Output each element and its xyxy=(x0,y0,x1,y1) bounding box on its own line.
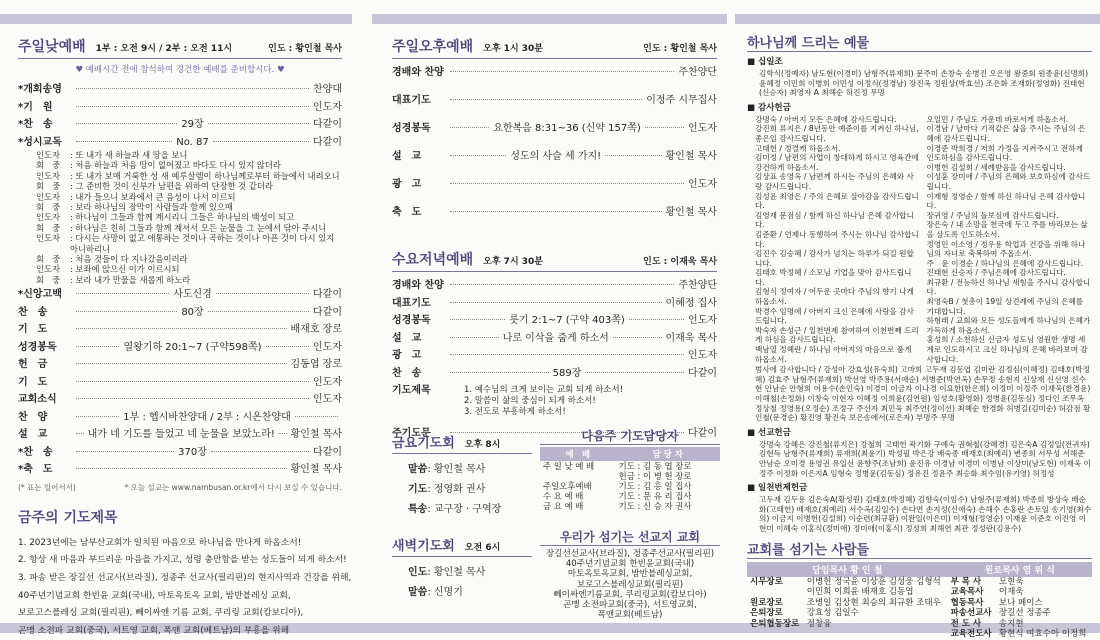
duty-block xyxy=(540,427,720,511)
thanks-entry: 박숙자 손성근 / 일천번제 참여하여 이천번째 드리게 하심을 감사드립니다. xyxy=(755,325,919,345)
morning-item-content: No. 87 xyxy=(176,136,209,148)
afternoon-item-row xyxy=(392,147,717,175)
devotion-offering-label: ■ 일천번제헌금 xyxy=(747,483,808,494)
thanks-entry: 박경수 임명애 / 아버지 크신 은혜에 사랑을 감사드립니다. xyxy=(755,306,914,326)
thanks-entry: 정영민 이소영 / 정우용 학업과 건강을 위해 하나님의 자녀로 축복하여 주옵소서. xyxy=(926,239,1086,259)
responsive-text: : 보라 하나님의 장막이 사람들과 함께 있으매 xyxy=(70,202,233,213)
morning-item-content: 열왕기하 20:1~7 (구약598쪽) xyxy=(123,341,262,353)
member-names: 모현욱 xyxy=(998,576,1024,587)
mission-church: 40주년기념교회 한빈윤교회(국내) xyxy=(565,559,695,570)
wednesday-item-by: 주찬양단 xyxy=(678,280,717,291)
thanks-entry: 백남열 정혜란 / 하나님 아버지의 마음으로 품게 하옵소서. xyxy=(755,345,912,364)
missions-block xyxy=(540,528,720,620)
afternoon-item-label: 축 도 xyxy=(392,207,422,218)
member-role: 부 목 사 xyxy=(950,576,982,587)
morning-item-by: 인도자 xyxy=(313,341,342,353)
morning-item-by: 다같이 xyxy=(313,306,342,318)
morning-service-header xyxy=(18,36,342,59)
responsive-speaker: 인도자 xyxy=(36,264,61,275)
morning-item-by: 인도자 xyxy=(313,394,342,406)
morning-item-label: 찬 송 xyxy=(18,306,48,318)
friday-prayer-header xyxy=(392,432,532,454)
sermon-replay-note: * 오늘 설교는 www.nambusan.or.kr에서 다시 보실 수 있습니다. xyxy=(124,482,342,492)
mission-church: 보로고스블레싱교회(필리핀) xyxy=(576,579,684,590)
thanks-entry: 장은숙 / 내 소망을 천국에 두고 주를 바라보는 삶을 살도록 인도하소서. xyxy=(926,220,1088,239)
morning-item-label: 교회소식 xyxy=(18,394,57,406)
thanks-entry: 강진희 류지은 / 8년동안 예준이를 지켜신 하나님, 좋은일 감사드립니다. xyxy=(755,124,919,143)
missions-title: 우리가 섬기는 선교지 교회 xyxy=(540,528,720,546)
offering-title: 하나님께 드리는 예물 xyxy=(747,36,870,51)
afternoon-item-label: 설 교 xyxy=(392,151,422,162)
right-column xyxy=(735,0,1100,640)
dawn-prayer-key: 말씀 xyxy=(408,587,428,598)
wednesday-prayer-line: 3. 전도로 부흥하게 하소서! xyxy=(464,406,566,417)
morning-item-by: 김동엽 장로 xyxy=(290,359,342,371)
prayer-topic: 2. 항상 새 마음과 부드러운 마음을 가지고, 성령 충만함을 받는 성도들이 되게 하소서! xyxy=(18,555,347,566)
morning-item-by: 다같이 xyxy=(313,136,342,148)
responsive-line xyxy=(36,275,342,285)
responsive-line xyxy=(36,264,342,274)
thanks-label: ■ 감사헌금 xyxy=(747,102,791,113)
friday-prayer-key: 말씀 xyxy=(408,464,428,475)
wednesday-item-row xyxy=(392,311,717,329)
offering-header xyxy=(747,32,1092,52)
wednesday-prayer-line: 1. 예수님의 크게 보이는 교회 되게 하소서! xyxy=(464,384,624,395)
wednesday-item-content: 589장 xyxy=(552,367,582,379)
responsive-text: : 처음 것들이 다 지나갔음이러라 xyxy=(70,254,188,265)
afternoon-item-label: 경배와 찬양 xyxy=(392,67,444,78)
morning-item-by: 배재호 장로 xyxy=(290,324,342,336)
morning-item-row xyxy=(18,408,342,426)
morning-item-content: 80장 xyxy=(181,306,204,318)
morning-item-label: *성시교독 xyxy=(18,136,62,148)
afternoon-item-row xyxy=(392,175,717,203)
members-title: 교회를 섬기는 사람들 xyxy=(747,542,870,558)
prayer-topics-list xyxy=(18,535,352,640)
duty-service: 주일오후예배 xyxy=(543,481,592,491)
member-names: 이병헌 정국윤 이상훈 김성웅 김형석 xyxy=(806,576,941,587)
prayer-topic: 3. 파송 받은 장길선 선교사(브라질), 정종주 선교사(필리핀)의 현지사역과 건강을 위해, xyxy=(18,572,352,583)
morning-item-by: 찬양대 xyxy=(313,84,342,95)
morning-item-row xyxy=(18,80,342,98)
friday-prayer-rows xyxy=(392,460,532,520)
prayer-topics-title: 금주의 기도제목 xyxy=(18,509,118,526)
responsive-speaker: 회 중 xyxy=(36,222,61,233)
members-row xyxy=(747,619,1092,630)
wednesday-item-by: 인도자 xyxy=(688,350,717,361)
friday-prayer-time: 오후 8시 xyxy=(464,440,501,450)
morning-item-label: 성경봉독 xyxy=(18,341,57,353)
duty-row xyxy=(540,491,720,501)
morning-item-row xyxy=(18,460,342,478)
afternoon-item-by: 인도자 xyxy=(688,179,717,190)
wednesday-item-label: 광 고 xyxy=(392,350,422,361)
wednesday-item-content: 나로 이삭을 줍게 하소서 xyxy=(502,332,609,344)
thanks-entry: 김상표 송영옥 / 남편께 하시는 주님의 은혜와 사랑 감사드립니다. xyxy=(755,172,914,191)
morning-item-label: 기 도 xyxy=(18,376,48,388)
morning-item-by: 황인철 목사 xyxy=(290,429,343,441)
lords-prayer-by: 다같이 xyxy=(688,427,717,439)
responsive-line xyxy=(36,212,342,222)
duty-person: 헌금 : 이 병 헌 장로 xyxy=(618,471,692,481)
dawn-prayer-header xyxy=(392,535,532,557)
morning-item-label: *찬 송 xyxy=(18,119,53,130)
responsive-line xyxy=(36,233,342,254)
members-row xyxy=(747,629,1092,640)
member-names: 장길선 정종주 xyxy=(998,608,1051,619)
responsive-text: : 또 내가 보매 거룩한 성 새 예루살렘이 하나님께로부터 하늘에서 내려오니 xyxy=(70,170,340,181)
afternoon-service-title: 주일오후예배 xyxy=(392,39,474,55)
duty-person: 기도 : 김 동 엽 장로 xyxy=(618,461,692,471)
morning-footnote xyxy=(18,482,342,493)
senior-pastor: 담임목사 황 인 철 xyxy=(747,562,948,577)
responsive-speaker: 회 중 xyxy=(36,202,61,213)
responsive-line xyxy=(36,160,342,170)
morning-item-label: *기 원 xyxy=(18,101,53,113)
morning-item-by: 인도자 xyxy=(313,376,342,388)
members-header xyxy=(747,539,1092,559)
member-role: 시무장로 xyxy=(750,576,783,587)
wednesday-order-list xyxy=(392,276,717,381)
afternoon-item-label: 대표기도 xyxy=(392,95,431,106)
mission-church: 폭앤교회(베트남) xyxy=(597,610,663,621)
morning-item-label: 기 도 xyxy=(18,324,48,336)
worship-notice: ♥ 예배시간 전에 참석하여 경건한 예배를 준비합시다. ♥ xyxy=(75,65,285,75)
wednesday-item-row xyxy=(392,276,717,294)
member-role: 원로장로 xyxy=(750,597,783,608)
responsive-line xyxy=(36,150,342,160)
thanks-entry: 김진수 김승혜 / 감사가 넘치는 하루가 되길 원합니다. xyxy=(755,249,914,268)
morning-service-leader: 인도 : 황인철 목사 xyxy=(268,44,342,54)
responsive-text: : 내가 들으니 보좌에서 큰 음성이 나서 이르되 xyxy=(70,191,236,202)
wednesday-service-title: 수요저녁예배 xyxy=(392,252,474,268)
friday-prayer-key: 특송 xyxy=(408,504,428,515)
wednesday-item-by: 인도자 xyxy=(688,315,718,326)
dawn-prayer-row xyxy=(392,563,532,583)
dawn-prayer-key: 인도 xyxy=(408,567,428,578)
afternoon-item-by: 이정주 시무집사 xyxy=(646,95,717,106)
member-names: 강효성 김일수 xyxy=(806,608,859,619)
thanks-entry: 이성훈 장미애 / 주님의 은혜와 보호하심에 감사드립니다. xyxy=(926,172,1091,191)
member-role: 파송선교사 xyxy=(950,608,992,619)
member-names: 송지현 xyxy=(998,618,1024,629)
dawn-prayer-value: : 신명기 xyxy=(427,587,463,598)
friday-prayer-value: : 황인철 목사 xyxy=(427,464,486,475)
thanks-entry: 홍성희 / 소천하신 신금자 성도님 영원한 생명 세계로 인도하시고 크신 하나님의 은혜 바라보며 감사합니다. xyxy=(926,335,1088,364)
member-role: 교육전도사 xyxy=(950,629,992,640)
morning-item-label: 설 교 xyxy=(18,429,48,441)
afternoon-item-label: 성경봉독 xyxy=(392,123,431,134)
members-row xyxy=(747,587,1092,598)
wednesday-item-row xyxy=(392,329,717,347)
morning-item-label: *신앙고백 xyxy=(18,289,62,301)
thanks-entry: 오일민 / 주님도 가운데 바로서게 하옵소서. xyxy=(926,114,1069,124)
wednesday-item-label: 대표기도 xyxy=(392,297,431,309)
mission-offering-names: 강명숙 강혜은 강진철(류지은) 강철희 고태헌 곽기화 구예숙 권혁철(강혜경) 김은숙A 김정일(전귀자) 김현득 남형주(류재희) 류재희(최윤기) 박성필 박은강 배숙종 배재호(최예리) 변종희 서무성 서해준 안남순 오미경 용영권 유일선 윤향주(조남희) 윤진유 이경남 이경미 이병남 이상미(남도현) 이재욱 이정주 이정화 이은지A 임형숙 정병윤(김동심) 정유진 정윤주 최승화 최수임(유기영) 허정성 xyxy=(759,439,1091,478)
wednesday-item-label: 경배와 찬양 xyxy=(392,280,444,291)
dawn-prayer-value: : 황인철 목사 xyxy=(427,567,486,578)
morning-item-by: 다같이 xyxy=(313,446,343,458)
afternoon-item-by: 인도자 xyxy=(688,123,717,134)
afternoon-item-row xyxy=(392,91,717,119)
responsive-line xyxy=(36,223,342,233)
afternoon-item-content: 성도의 사슬 세 가지! xyxy=(510,151,602,162)
thanks-entry: 최규환 / 전능하신 하나님 새힘을 주시니 감사합니다. xyxy=(926,277,1091,297)
duty-table xyxy=(540,447,720,511)
duty-service xyxy=(540,471,616,481)
afternoon-item-by: 황인철 목사 xyxy=(665,151,717,162)
friday-prayer-key: 기도 xyxy=(408,484,428,495)
duty-service: 주 일 낮 예 배 xyxy=(543,461,595,471)
friday-prayer-title: 금요기도회 xyxy=(392,436,455,451)
friday-prayer-block xyxy=(392,432,532,520)
responsive-line xyxy=(36,181,342,191)
responsive-line xyxy=(36,202,342,212)
morning-item-row xyxy=(18,355,342,373)
thanks-entry: 김미정 / 남편의 사업이 창대하게 하시고 영육간에 강건하게 하옵소서. xyxy=(755,153,919,172)
morning-item-content: 사도신경 xyxy=(173,289,212,301)
afternoon-item-content: 요한복음 8:31~36 (신약 157쪽) xyxy=(493,123,641,134)
responsive-speaker: 회 중 xyxy=(36,274,61,285)
afternoon-item-row xyxy=(392,63,717,91)
dawn-prayer-block xyxy=(392,535,532,603)
morning-service-title: 주일낮예배 xyxy=(18,39,86,55)
thanks-entry: 진태현 신승자 / 주님은혜에 감사드립니다. xyxy=(926,268,1066,278)
duty-service: 금 요 예 배 xyxy=(543,501,584,511)
mission-offering-label: ■ 선교헌금 xyxy=(747,427,791,438)
duty-service: 수 요 예 배 xyxy=(543,491,584,501)
wednesday-item-content: 룻기 2:1~7 (구약 403쪽) xyxy=(509,315,625,326)
morning-item-by: 다같이 xyxy=(313,119,342,130)
wednesday-service-time: 오후 7시 30분 xyxy=(483,257,543,267)
dawn-prayer-row xyxy=(392,583,532,603)
wednesday-item-row xyxy=(392,364,717,382)
responsive-speaker: 인도자 xyxy=(36,170,61,181)
morning-item-row xyxy=(18,373,342,391)
members-table xyxy=(747,562,1092,640)
responsive-text: : 처음 하늘과 처음 땅이 없어졌고 바다도 다시 있지 않더라 xyxy=(70,160,281,171)
afternoon-item-by: 황인철 목사 xyxy=(665,207,717,218)
friday-prayer-value: : 교구장 · 구역장 xyxy=(427,504,502,515)
morning-order-list-2 xyxy=(18,285,342,478)
members-row xyxy=(747,608,1092,619)
morning-item-row xyxy=(18,115,342,133)
responsive-speaker: 인도자 xyxy=(36,191,61,202)
member-role: 은퇴협동장로 xyxy=(750,618,800,629)
afternoon-item-row xyxy=(392,203,717,231)
member-names: 보나 페이스 xyxy=(998,597,1043,608)
wednesday-item-label: 찬 송 xyxy=(392,367,422,379)
morning-item-row xyxy=(18,320,342,338)
responsive-speaker: 인도자 xyxy=(36,212,61,223)
emeritus-pastor: 원로목사 염 위 식 xyxy=(948,562,1092,577)
morning-item-content: 내가 네 기도를 들었고 네 눈물을 보았노라! xyxy=(87,429,275,441)
afternoon-service-header xyxy=(392,36,717,59)
morning-item-content: 29장 xyxy=(181,119,204,130)
duty-row xyxy=(540,501,720,511)
thanks-entry: 이병헌 김설희 / 세례받음을 감사드립니다. xyxy=(926,162,1066,172)
thanks-list xyxy=(747,115,1092,364)
mission-church: 장길선선교사(브라질), 정종주선교사(필리핀) xyxy=(545,549,715,559)
missions-list xyxy=(540,549,720,620)
morning-item-by: 황인철 목사 xyxy=(290,464,342,476)
morning-item-row xyxy=(18,425,342,443)
duty-person: 기도 : 문 유 리 집사 xyxy=(618,491,692,501)
thanks-entry: 김성윤 최영은 / 주의 은혜로 살아감을 감사드립니다. xyxy=(755,191,919,211)
afternoon-service-leader: 인도 : 황인철 목사 xyxy=(643,44,717,54)
member-role: 전 도 사 xyxy=(950,618,982,629)
morning-item-row xyxy=(18,98,342,116)
afternoon-service-time: 오후 1시 30분 xyxy=(483,44,543,54)
duty-person: 기도 : 김 홍 일 집사 xyxy=(618,481,692,491)
duty-person: 기도 : 신 승 자 권사 xyxy=(618,501,692,511)
responsive-text: : 다시는 사망이 없고 애통하는 것이나 곡하는 것이나 아픈 것이 다시 있지 아니하리니 xyxy=(70,233,335,254)
friday-prayer-row xyxy=(392,460,532,480)
responsive-text: : 그 준비한 것이 신부가 남편을 위하여 단장한 것 같더라 xyxy=(70,181,273,192)
afternoon-item-by: 주찬양단 xyxy=(678,67,717,78)
wednesday-prayer-label: 기도제목 xyxy=(392,385,431,396)
afternoon-item-row xyxy=(392,119,717,147)
responsive-text: : 하나님이 그들과 함께 계시리니 그들은 하나님의 백성이 되고 xyxy=(70,212,295,223)
wednesday-service-leader: 인도 : 이재욱 목사 xyxy=(643,257,717,267)
thanks-entry: 하형래 / 교회와 모든 성도들에게 하나님의 은혜가 가득하게 하옵소서. xyxy=(926,316,1091,335)
member-names: 이민희 이희윤 배재호 김동엽 xyxy=(806,587,914,598)
tithe-label: ■ 십일조 xyxy=(747,57,783,67)
duty-row xyxy=(540,471,720,481)
responsive-speaker: 회 중 xyxy=(36,160,61,171)
morning-item-row xyxy=(18,133,342,151)
wednesday-prayer-line: 2. 말씀이 삶의 중심이 되게 하소서! xyxy=(464,395,596,406)
thanks-entry: 최영숙B / 첫총이 19일 상견례에 주님의 은혜를 기대합니다. xyxy=(926,297,1084,316)
responsive-speaker: 회 중 xyxy=(36,181,61,192)
member-names: 황현식 여효수아 이정희 xyxy=(998,629,1087,640)
tithe-names: 김학식(정예자) 남도현(이경미) 남형주(류재희) 문주미 손창숙 송병진 오은영 왕중회 원종윤(신명희) 윤혜정 이민희 이병희 이민성 이정식(정경남) 장진옥 정원상(박효선) 조은화 조재화(정영화) 진태현(신승자) 최영자 A 최해순 허진정 무명 xyxy=(759,69,1089,98)
member-names: 조병일 김상현 최승의 최규환 조태우 xyxy=(806,597,941,608)
morning-order-list xyxy=(18,80,342,150)
members-row xyxy=(747,598,1092,609)
wednesday-item-by: 다같이 xyxy=(688,367,718,379)
responsive-line xyxy=(36,254,342,264)
responsive-text: : 또 내가 새 하늘과 새 땅을 보니 xyxy=(70,150,188,160)
thanks-entry: 김형식 정여자 / 어두운 곳마다 주님의 향기 나게 하옵소서. xyxy=(755,287,914,307)
morning-item-label: *찬 송 xyxy=(18,446,53,458)
duty-col-service: 예 배 xyxy=(540,447,616,461)
morning-item-row xyxy=(18,390,342,408)
morning-item-label: *축 도 xyxy=(18,464,53,476)
responsive-text: : 보라 내가 만물을 새롭게 하노라 xyxy=(70,274,191,285)
morning-item-label: *개회송영 xyxy=(18,84,62,95)
prayer-topic: 1. 2023년에는 남부산교회가 일치된 마음으로 하나님을 만나게 하옵소서! xyxy=(18,537,302,548)
responsive-line xyxy=(36,171,342,181)
prayer-topic: 보로고스플레싱 교회(필리핀), 뻬이싸엔 기름 교회, 쿠리링 교회(캄보디아), xyxy=(18,608,304,619)
wednesday-item-row xyxy=(392,346,717,364)
friday-prayer-value: : 정영화 권사 xyxy=(427,484,486,495)
prayer-topic: 곤맹 소전파 교회(중국), 서트영 교회, 폭앤 교회(베트남)의 부흥을 위해 xyxy=(18,625,290,636)
morning-item-row xyxy=(18,443,342,461)
morning-item-row xyxy=(18,338,342,356)
dawn-prayer-time: 오전 6시 xyxy=(464,543,501,553)
responsive-speaker: 회 중 xyxy=(36,254,61,265)
thanks-entry: 이경남 / 날마다 기적같은 삶을 주시는 주님의 은혜에 감사드립니다. xyxy=(926,124,1086,143)
thanks-entry: 이재형 정영순 / 함께 하신 하나님 은혜 감사합니다. xyxy=(926,191,1086,211)
thanks-entry: 김준환 / 언제나 동행하여 주시는 하나님 감사합니다. xyxy=(755,229,919,249)
thanks-entry: 이경준 박희경 / 저희 가정을 지켜주시고 전하게 인도하심을 감사드립니다. xyxy=(926,143,1083,163)
thanks-entry: 주 윤 이경순 / 하나님의 은혜에 감사드립니다. xyxy=(926,258,1084,268)
wednesday-service-header xyxy=(392,249,717,272)
member-role xyxy=(747,587,804,598)
morning-item-content: 370장 xyxy=(178,446,207,458)
wednesday-item-label: 성경봉독 xyxy=(392,315,431,326)
member-role: 협동목사 xyxy=(950,597,984,608)
wednesday-item-row xyxy=(392,294,717,312)
morning-item-content: 1부 : 헵시바찬양대 / 2부 : 시온찬양대 xyxy=(123,411,291,423)
thanks-entry: 강명숙 / 아버지 모든 은혜에 감사드립니다. xyxy=(755,114,897,124)
thanks-entry: 김영재 문점심 / 함께 하신 하나님 은혜 감사합니다. xyxy=(755,210,914,230)
morning-service-time: 1부 : 오전 9시 / 2부 : 오전 11시 xyxy=(95,44,233,54)
mission-church: 곤맹 소전파교회(중국), 서트영교회, xyxy=(563,600,697,611)
mission-church: 뻬이싸엔기름교회, 쿠리링교회(캄보디아) xyxy=(553,589,707,600)
responsive-line xyxy=(36,192,342,202)
responsive-text: : 보좌에 앉으신 이가 이르시되 xyxy=(70,264,180,275)
thanks-entry: 고태헌 / 정결케 하옵소서. xyxy=(755,143,841,153)
duty-col-person: 담 당 자 xyxy=(616,447,720,461)
morning-item-by: 인도자 xyxy=(313,101,342,113)
thanks-entry: 김태호 박정혜 / 소모님 기업을 맞아 감사드립니다. xyxy=(755,268,912,287)
responsive-text: : 하나님은 친히 그들과 함께 계셔서 모든 눈물을 그 눈에서 닦아 주시니 xyxy=(70,222,327,233)
responsive-reading xyxy=(18,150,342,285)
member-role: 은퇴장로 xyxy=(750,608,783,619)
members-row xyxy=(747,577,1092,588)
morning-item-row xyxy=(18,285,342,303)
devotion-offering-names: 고두재 김두용 김은숙A(황성원) 김태호(박정혜) 김향숙(이임수) 남형주(류재희) 박종희 방상숙 배순화(고태헌) 배재호(최예리) 서수옥(김일수) 손다연 손지성(신애숙) 손해수 손홍란 손토일 송기영(최수의) 이금지 이병헌(김설희) 이순련(최규환) 이완일(이은미) 이재형(정영순) 이재윤 이준호 이진영 이현미 이혜숙 이홍식(정미애) 정미애(이홍식) 정성희 최해연 최관 정성란(김용수) xyxy=(759,495,1092,533)
morning-item-label: 헌 금 xyxy=(18,359,48,371)
wednesday-item-by: 이혜정 집사 xyxy=(665,297,717,309)
morning-item-row xyxy=(18,303,342,321)
responsive-speaker: 인도자 xyxy=(36,150,61,160)
standing-note: (* 표는 일어서서) xyxy=(18,482,76,492)
duty-title: 다음주 기도담당자 xyxy=(540,427,720,445)
morning-item-label: 찬 양 xyxy=(18,411,48,423)
duty-row xyxy=(540,481,720,491)
afternoon-item-label: 광 고 xyxy=(392,179,422,190)
friday-prayer-row xyxy=(392,500,532,520)
member-names: 정창융 xyxy=(806,618,832,629)
member-names: 이재욱 xyxy=(998,587,1024,598)
morning-item-by: 다같이 xyxy=(313,289,342,301)
afternoon-order-list xyxy=(392,63,717,231)
thanks-anonymous: 범사에 감사합니다 / 강성아 강효성(유숙희) 고마희 고두재 김동엽 김미란 김정심(이혜정) 김태호(박정혜) 김효주 남형주(류재희) 박선영 박주용(서애순) 서병준(박연옥) 손무정 송현지 신상재 신선영 신수현 안남순 안형희 어용수(손인숙) 이경미 이금자 이나경 이요한(한은희) 이정미 이정주 이재욱(한경윤) 이해철(손정화) 이창숙 이현자 이혜정 이희윤(김연원) 임성호(황영화) 정병윤(김동심) 정다인 조무옥 정상철 정영용(오정순) 조정구 주선자 최민욱 최주연(정이선) 최혜순 한경화 허병길(김미순) 허감점 황인철(문경순) 황진영 황진숙 보은송에서(로은자) 부명주 무명 xyxy=(755,365,1091,423)
wednesday-item-by: 이재욱 목사 xyxy=(665,332,717,344)
friday-prayer-row xyxy=(392,480,532,500)
dawn-prayer-rows xyxy=(392,563,532,603)
member-role: 교육목사 xyxy=(950,587,984,598)
wednesday-item-label: 설 교 xyxy=(392,332,422,344)
responsive-speaker: 인도자 xyxy=(36,233,61,244)
lords-prayer-label: 주기도문 xyxy=(392,427,431,439)
prayer-topic: 40주년기념교회 한빈윤 교회(국내), 마토옥토옥 교회, 밤반블레싱 교회, xyxy=(18,590,291,601)
middle-column xyxy=(380,0,727,633)
thanks-entry: 장귀영 / 주님의 돌보심에 감사드립니다. xyxy=(926,210,1059,220)
mission-church: 마토옥토옥교회, 밤반블레싱교회, xyxy=(567,569,693,580)
duty-row xyxy=(540,461,720,471)
left-column xyxy=(0,0,352,636)
dawn-prayer-title: 새벽기도회 xyxy=(392,539,455,554)
